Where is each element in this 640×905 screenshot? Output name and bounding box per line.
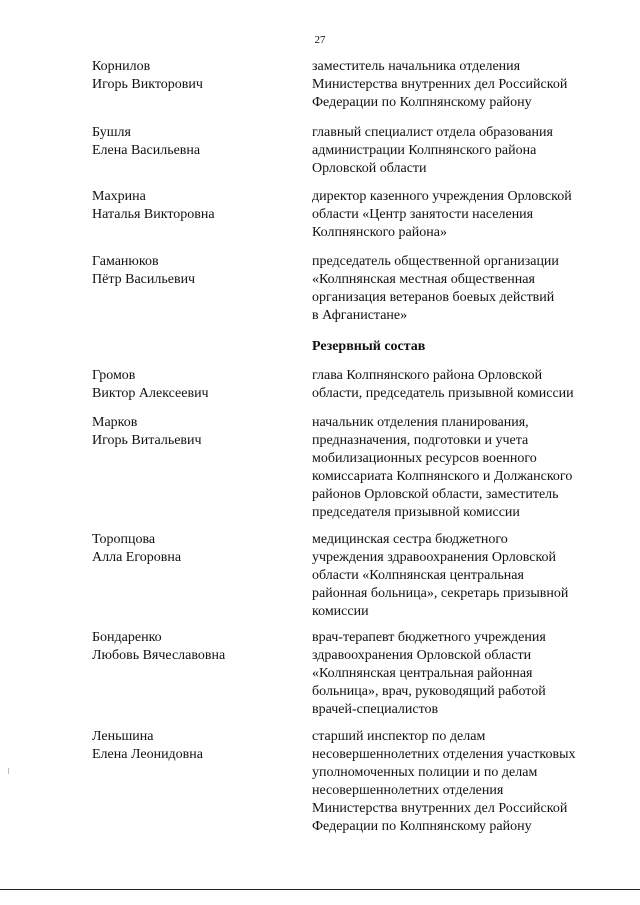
role-line: несовершеннолетних отделения bbox=[312, 783, 504, 798]
role-line: организация ветеранов боевых действий bbox=[312, 290, 555, 305]
page-number: 27 bbox=[314, 34, 326, 46]
member-surname: Громов bbox=[92, 368, 136, 383]
page-bottom-rule bbox=[0, 889, 640, 890]
role-line: здравоохранения Орловской области bbox=[312, 648, 532, 663]
member-role bbox=[312, 367, 612, 403]
role-line: председатель общественной организации bbox=[312, 254, 559, 269]
role-line: несовершеннолетних отделения участковых bbox=[312, 747, 576, 762]
role-line: главный специалист отдела образования bbox=[312, 125, 553, 140]
role-line: области «Колпнянская центральная bbox=[312, 568, 524, 583]
member-name bbox=[92, 629, 292, 665]
role-line: Федерации по Колпнянскому району bbox=[312, 819, 532, 834]
member-name bbox=[92, 58, 292, 94]
member-role bbox=[312, 58, 612, 112]
member-surname: Бушля bbox=[92, 125, 131, 140]
role-line: заместитель начальника отделения bbox=[312, 59, 521, 74]
member-name bbox=[92, 253, 292, 289]
role-line: «Колпнянская центральная районная bbox=[312, 666, 533, 681]
member-given-name: Игорь Викторович bbox=[92, 77, 203, 92]
scan-mark bbox=[8, 768, 9, 774]
role-line: уполномоченных полиции и по делам bbox=[312, 765, 538, 780]
member-role bbox=[312, 253, 612, 325]
member-given-name: Елена Васильевна bbox=[92, 143, 201, 158]
member-surname: Марков bbox=[92, 415, 138, 430]
role-line: Колпнянского района» bbox=[312, 225, 447, 240]
member-surname: Бондаренко bbox=[92, 630, 162, 645]
member-role bbox=[312, 531, 612, 621]
role-line: в Афганистане» bbox=[312, 308, 408, 323]
member-role bbox=[312, 728, 612, 836]
member-role bbox=[312, 124, 612, 178]
role-line: Федерации по Колпнянскому району bbox=[312, 95, 532, 110]
role-line: учреждения здравоохранения Орловской bbox=[312, 550, 557, 565]
role-line: врачей-специалистов bbox=[312, 702, 439, 717]
member-name bbox=[92, 728, 292, 764]
role-line: комиссариата Колпнянского и Должанского bbox=[312, 469, 573, 484]
member-surname: Леньшина bbox=[92, 729, 154, 744]
role-line: Орловской области bbox=[312, 161, 427, 176]
role-line: районов Орловской области, заместитель bbox=[312, 487, 559, 502]
role-line: глава Колпнянского района Орловской bbox=[312, 368, 543, 383]
role-line: Министерства внутренних дел Российской bbox=[312, 801, 568, 816]
member-surname: Гаманюков bbox=[92, 254, 159, 269]
reserve-heading: Резервный состав bbox=[312, 339, 426, 354]
member-name bbox=[92, 188, 292, 224]
role-line: больница», врач, руководящий работой bbox=[312, 684, 546, 699]
member-name bbox=[92, 124, 292, 160]
member-surname: Торопцова bbox=[92, 532, 156, 547]
role-line: старший инспектор по делам bbox=[312, 729, 486, 744]
role-line: районная больница», секретарь призывной bbox=[312, 586, 569, 601]
member-name bbox=[92, 414, 292, 450]
member-given-name: Виктор Алексеевич bbox=[92, 386, 209, 401]
member-given-name: Пётр Васильевич bbox=[92, 272, 196, 287]
member-name bbox=[92, 531, 292, 567]
member-role bbox=[312, 629, 612, 719]
role-line: врач-терапевт бюджетного учреждения bbox=[312, 630, 546, 645]
role-line: «Колпнянская местная общественная bbox=[312, 272, 535, 287]
role-line: директор казенного учреждения Орловской bbox=[312, 189, 572, 204]
member-role bbox=[312, 188, 612, 242]
role-line: Министерства внутренних дел Российской bbox=[312, 77, 568, 92]
member-given-name: Алла Егоровна bbox=[92, 550, 182, 565]
member-given-name: Любовь Вячеславовна bbox=[92, 648, 226, 663]
role-line: администрации Колпнянского района bbox=[312, 143, 537, 158]
member-given-name: Наталья Викторовна bbox=[92, 207, 215, 222]
member-role bbox=[312, 414, 612, 522]
member-given-name: Елена Леонидовна bbox=[92, 747, 203, 762]
role-line: области, председатель призывной комиссии bbox=[312, 386, 574, 401]
member-name bbox=[92, 367, 292, 403]
role-line: председателя призывной комиссии bbox=[312, 505, 520, 520]
role-line: мобилизационных ресурсов военного bbox=[312, 451, 537, 466]
member-surname: Корнилов bbox=[92, 59, 151, 74]
role-line: начальник отделения планирования, bbox=[312, 415, 529, 430]
member-given-name: Игорь Витальевич bbox=[92, 433, 202, 448]
role-line: медицинская сестра бюджетного bbox=[312, 532, 508, 547]
member-surname: Махрина bbox=[92, 189, 146, 204]
role-line: комиссии bbox=[312, 604, 369, 619]
role-line: области «Центр занятости населения bbox=[312, 207, 534, 222]
role-line: предназначения, подготовки и учета bbox=[312, 433, 529, 448]
